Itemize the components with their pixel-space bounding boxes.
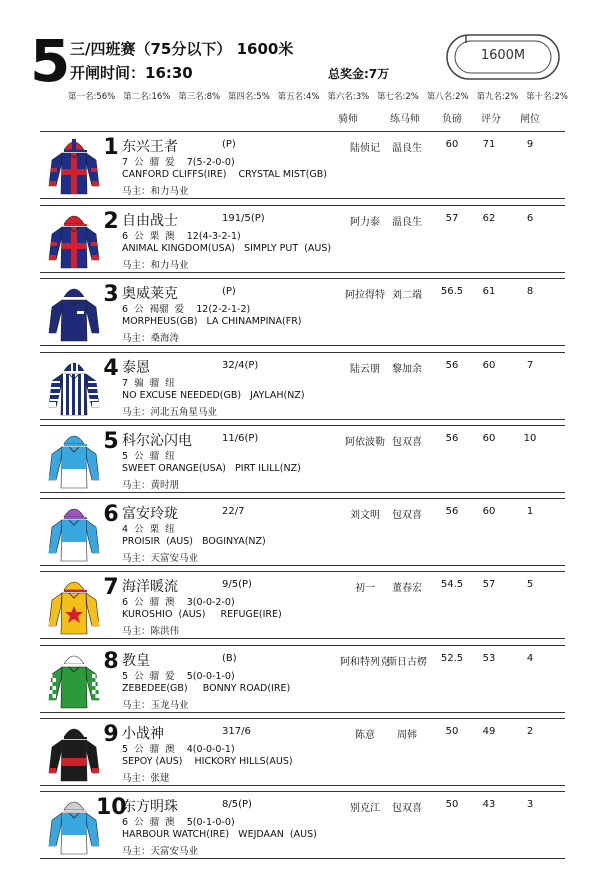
horse-weight: 50 — [445, 799, 459, 810]
horse-pedigree: SEPOY (AUS) HICKORY HILLS(AUS) — [122, 756, 293, 767]
horse-card — [40, 498, 565, 566]
prize-10: 第十名:2% — [526, 92, 568, 102]
horse-draw: 2 — [526, 726, 534, 737]
horse-owner: 马主：黄时朋 — [122, 480, 180, 491]
jockey-silks-icon — [47, 283, 101, 343]
horse-pedigree: MORPHEUS(GB) LA CHINAMPINA(FR) — [122, 316, 302, 327]
col-trainer: 练马师 — [390, 114, 420, 125]
horse-card — [40, 718, 565, 786]
horse-draw: 6 — [526, 213, 534, 224]
horse-card — [40, 425, 565, 493]
horse-rating: 43 — [482, 799, 496, 810]
horse-name: 泰恩 — [122, 360, 150, 376]
race-purse: 总奖金:7万 — [328, 67, 390, 81]
horse-rating: 49 — [482, 726, 496, 737]
horse-pedigree: ANIMAL KINGDOM(USA) SIMPLY PUT (AUS) — [122, 243, 332, 254]
horse-trainer: 斯日古楞 — [387, 657, 427, 668]
jockey-silks-icon — [47, 136, 101, 196]
horse-owner: 马主：桑海涛 — [122, 333, 180, 344]
horse-rating: 71 — [482, 139, 496, 150]
horse-jockey: 初一 — [355, 583, 375, 594]
horse-trainer: 董春宏 — [392, 583, 422, 594]
horse-weight: 56 — [445, 433, 459, 444]
horse-trainer: 包双喜 — [392, 437, 422, 448]
prize-9: 第九名:2% — [476, 92, 519, 102]
horse-record: 9/5(P) — [222, 579, 252, 590]
horse-jockey: 阿和特列克 — [340, 657, 390, 668]
race-start-time: 开闸时间：16:30 — [70, 64, 193, 82]
horse-owner: 马主：玉龙马业 — [122, 700, 189, 711]
horse-pedigree: PROISIR (AUS) BOGINYA(NZ) — [122, 536, 266, 547]
horse-card — [40, 205, 565, 273]
horse-record: 22/7 — [222, 506, 245, 517]
horse-draw: 3 — [526, 799, 534, 810]
col-weight: 负磅 — [442, 114, 462, 125]
horse-trainer: 周韩 — [397, 730, 417, 741]
horse-jockey: 阿依波勒 — [345, 437, 385, 448]
horse-rating: 61 — [482, 286, 496, 297]
horse-jockey: 陆侦记 — [350, 143, 380, 154]
jockey-silks-icon — [47, 357, 101, 417]
horse-record: (B) — [222, 653, 237, 664]
horse-pedigree: NO EXCUSE NEEDED(GB) JAYLAH(NZ) — [122, 390, 305, 401]
horse-pedigree: SWEET ORANGE(USA) PIRT ILILL(NZ) — [122, 463, 301, 474]
horse-trainer: 包双喜 — [392, 803, 422, 814]
jockey-silks-icon — [47, 796, 101, 856]
horse-owner: 马主：和力马业 — [122, 260, 189, 271]
horse-draw: 9 — [526, 139, 534, 150]
horse-name: 科尔沁闪电 — [122, 433, 192, 449]
horse-details: 7 公 骝 爱 7(5-2-0-0) — [122, 157, 235, 168]
horse-rating: 57 — [482, 579, 496, 590]
jockey-silks-icon — [47, 210, 101, 270]
jockey-silks-icon — [47, 503, 101, 563]
race-number: 5 — [30, 27, 71, 95]
horse-owner: 马主：天富安马业 — [122, 846, 199, 857]
horse-details: 4 公 栗 纽 — [122, 524, 175, 535]
horse-owner: 马主：陈洪伟 — [122, 626, 180, 637]
column-headers — [0, 110, 600, 124]
horse-card — [40, 352, 565, 420]
horse-number: 9 — [103, 722, 119, 747]
horse-weight: 54.5 — [440, 579, 464, 590]
horse-card — [40, 645, 565, 713]
horse-owner: 马主：天富安马业 — [122, 553, 199, 564]
horse-draw: 5 — [526, 579, 534, 590]
horse-weight: 56 — [445, 506, 459, 517]
horse-number: 8 — [103, 649, 119, 674]
prize-4: 第四名:5% — [227, 92, 270, 102]
horse-number: 5 — [103, 429, 119, 454]
horse-weight: 57 — [445, 213, 459, 224]
horse-trainer: 刘二端 — [392, 290, 422, 301]
horse-trainer: 黎加余 — [392, 364, 422, 375]
horse-number: 4 — [103, 356, 119, 381]
horse-jockey: 陈意 — [355, 730, 375, 741]
horse-jockey: 别克江 — [350, 803, 380, 814]
horse-name: 奥威莱克 — [122, 286, 178, 302]
horse-name: 教皇 — [122, 653, 150, 669]
horse-record: (P) — [222, 139, 236, 150]
horse-weight: 60 — [445, 139, 459, 150]
horse-draw: 10 — [523, 433, 537, 444]
horse-pedigree: ZEBEDEE(GB) BONNY ROAD(IRE) — [122, 683, 291, 694]
jockey-silks-icon — [47, 576, 101, 636]
prize-7: 第七名:2% — [377, 92, 419, 102]
horse-weight: 56 — [445, 360, 459, 371]
col-jockey: 骑师 — [338, 114, 358, 125]
horse-name: 东方明珠 — [122, 799, 178, 815]
horse-details: 5 公 骝 纽 — [122, 451, 175, 462]
horse-details: 6 公 骝 澳 5(0-1-0-0) — [122, 817, 235, 828]
horse-pedigree: HARBOUR WATCH(IRE) WEJDAAN (AUS) — [122, 829, 317, 840]
horse-draw: 4 — [526, 653, 534, 664]
horse-details: 7 骟 骝 纽 — [122, 378, 175, 389]
jockey-silks-icon — [47, 430, 101, 490]
race-title: 三/四班赛（75分以下） 1600米 — [70, 40, 294, 58]
horse-details: 5 公 骝 爱 5(0-0-1-0) — [122, 671, 235, 682]
horse-rating: 60 — [482, 433, 496, 444]
col-rating: 评分 — [481, 114, 501, 125]
horse-pedigree: KUROSHIO (AUS) REFUGE(IRE) — [122, 609, 282, 620]
horse-details: 6 公 骝 澳 3(0-0-2-0) — [122, 597, 235, 608]
col-draw: 闸位 — [520, 114, 540, 125]
horse-pedigree: CANFORD CLIFFS(IRE) CRYSTAL MIST(GB) — [122, 169, 327, 180]
horse-rating: 60 — [482, 506, 496, 517]
horse-number: 6 — [103, 502, 119, 527]
prize-distribution — [68, 90, 568, 102]
horse-trainer: 包双喜 — [392, 510, 422, 521]
horse-number: 10 — [96, 795, 127, 820]
horse-record: 11/6(P) — [222, 433, 259, 444]
jockey-silks-icon — [47, 723, 101, 783]
horse-number: 2 — [103, 209, 119, 234]
horse-jockey: 刘文明 — [350, 510, 380, 521]
horse-weight: 56.5 — [440, 286, 464, 297]
jockey-silks-icon — [47, 650, 101, 710]
horse-number: 7 — [103, 575, 119, 600]
track-distance-label: 1600M — [480, 48, 526, 63]
horse-record: 191/5(P) — [222, 213, 265, 224]
horse-name: 东兴王者 — [122, 139, 178, 155]
horse-name: 小战神 — [122, 726, 164, 742]
prize-3: 第三名:8% — [178, 92, 221, 102]
horse-draw: 8 — [526, 286, 534, 297]
horse-card — [40, 278, 565, 346]
horse-rating: 53 — [482, 653, 496, 664]
horse-weight: 52.5 — [440, 653, 464, 664]
horse-name: 海洋暖流 — [122, 579, 178, 595]
horse-draw: 7 — [526, 360, 534, 371]
horse-card — [40, 791, 565, 859]
horse-draw: 1 — [526, 506, 534, 517]
horse-record: (P) — [222, 286, 236, 297]
horse-name: 自由战士 — [122, 213, 178, 229]
horse-trainer: 温良生 — [392, 143, 422, 154]
prize-2: 第二名:16% — [123, 92, 171, 102]
horse-details: 5 公 骝 澳 4(0-0-0-1) — [122, 744, 235, 755]
prize-8: 第八名:2% — [426, 92, 469, 102]
prize-6: 第六名:3% — [327, 92, 370, 102]
horse-weight: 50 — [445, 726, 459, 737]
horse-details: 6 公 栗 澳 12(4-3-2-1) — [122, 231, 241, 242]
prize-5: 第五名:4% — [277, 92, 320, 102]
horse-owner: 马主：和力马业 — [122, 186, 189, 197]
horse-number: 3 — [103, 282, 119, 307]
horse-rating: 60 — [482, 360, 496, 371]
horse-record: 317/6 — [222, 726, 251, 737]
horse-card — [40, 571, 565, 639]
horse-owner: 马主：河北五角星马业 — [122, 407, 218, 418]
horse-name: 富安玲珑 — [122, 506, 178, 522]
horse-record: 32/4(P) — [222, 360, 259, 371]
horse-card — [40, 131, 565, 199]
horse-details: 6 公 褐骝 爱 12(2-2-1-2) — [122, 304, 251, 315]
horse-trainer: 温良生 — [392, 217, 422, 228]
prize-1: 第一名:56% — [68, 92, 116, 102]
horse-jockey: 阿力泰 — [350, 217, 380, 228]
horse-owner: 马主：张建 — [122, 773, 170, 784]
horse-rating: 62 — [482, 213, 496, 224]
horse-jockey: 阿拉得特 — [345, 290, 385, 301]
horse-record: 8/5(P) — [222, 799, 252, 810]
horse-jockey: 陆云朋 — [350, 364, 380, 375]
horse-number: 1 — [103, 135, 119, 160]
